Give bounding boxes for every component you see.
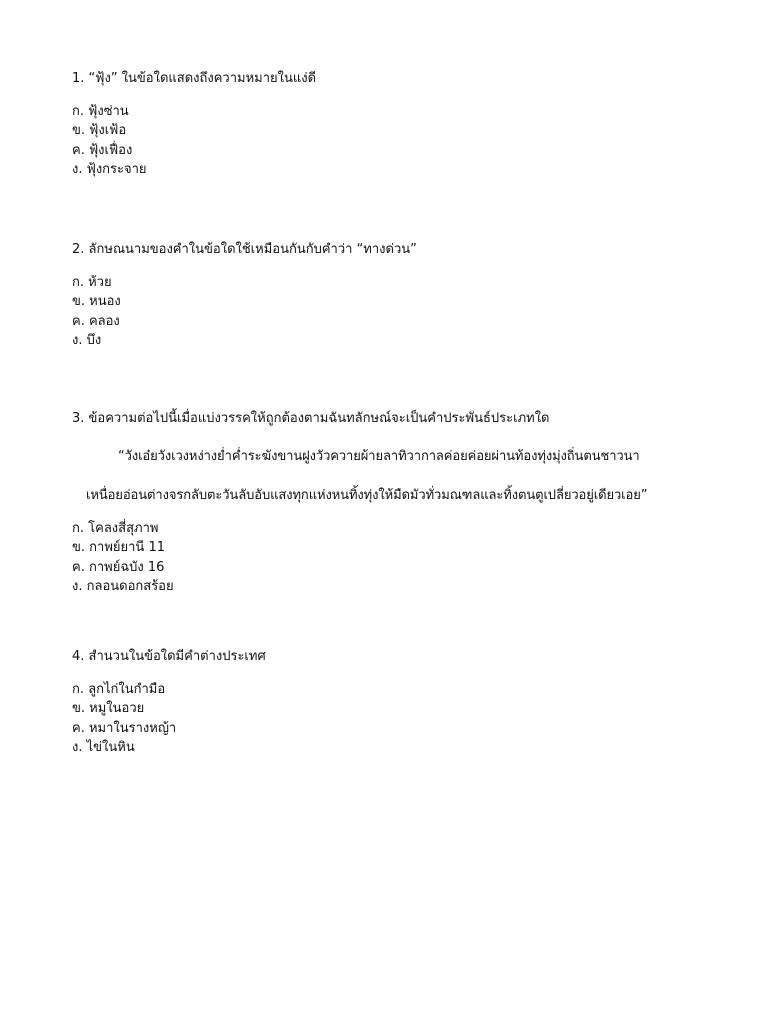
question-3-option-b: ข. กาพย์ยานี 11 [72, 540, 165, 555]
question-3-quote-line-2: เหนื่อยอ่อนต่างจรกลับตะวันลับอับแสงทุกแห่งหนทิ้งทุ่งให้มืดมัวทั่วมณฑลและทิ้งตนตูเปลี่ยวอยู่เดียวเอย” [86, 488, 648, 503]
question-1 [72, 69, 712, 180]
question-2-option-c: ค. คลอง [72, 313, 120, 329]
question-3-option-c: ค. กาพย์ฉบัง 16 [72, 559, 165, 575]
question-2-option-a: ก. ห้วย [72, 274, 112, 290]
question-2 [72, 240, 712, 351]
question-1-option-c: ค. ฟุ้งเฟื่อง [72, 142, 133, 158]
question-3-quote-line-1: “วังเอ๋ยวังเวงหง่างย่ำค่ำระฆังขานฝูงวัวควายผ้ายลาทิวากาลค่อยค่อยผ่านท้องทุ่งมุ่งถิ่นตนชาวนา [118, 448, 640, 464]
question-2-title: 2. ลักษณนามของคำในข้อใดใช้เหมือนกันกับคำว่า “ทางด่วน” [72, 242, 417, 257]
question-4-option-a: ก. ลูกไก่ในกำมือ [72, 681, 166, 697]
question-4-option-d: ง. ไข่ในหิน [72, 740, 135, 755]
question-4 [72, 647, 712, 758]
question-2-option-d: ง. บึง [72, 333, 102, 348]
question-2-option-b: ข. หนอง [72, 294, 121, 309]
question-1-title: 1. “ฟุ้ง” ในข้อใดแสดงถึงความหมายในแง่ดี [72, 71, 317, 86]
question-3 [72, 409, 712, 597]
question-1-option-b: ข. ฟุ้งเฟ้อ [72, 123, 127, 138]
question-1-option-a: ก. ฟุ้งซ่าน [72, 103, 129, 119]
question-4-title: 4. สำนวนในข้อใดมีคำต่างประเทศ [72, 649, 266, 664]
question-3-option-d: ง. กลอนดอกสร้อย [72, 579, 174, 594]
question-4-option-c: ค. หมาในรางหญ้า [72, 720, 177, 736]
question-1-option-d: ง. ฟุ้งกระจาย [72, 162, 147, 177]
question-3-title: 3. ข้อความต่อไปนี้เมื่อแบ่งวรรคให้ถูกต้องตามฉันทลักษณ์จะเป็นคำประพันธ์ประเภทใด [72, 411, 550, 426]
question-4-option-b: ข. หมูในอวย [72, 701, 145, 716]
question-3-option-a: ก. โคลงสี่สุภาพ [72, 520, 159, 536]
